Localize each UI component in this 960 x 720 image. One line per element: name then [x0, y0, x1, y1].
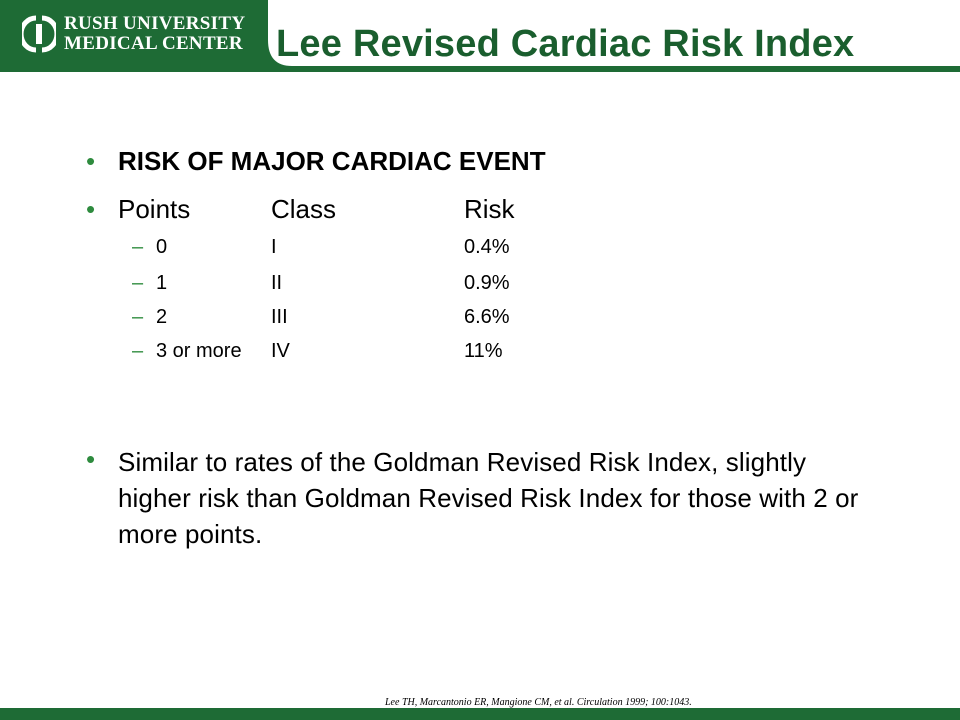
dash-icon: – [132, 272, 144, 294]
logo-line-2: MEDICAL CENTER [64, 33, 243, 54]
row-class: III [271, 306, 288, 328]
row-points: 2 [156, 306, 168, 328]
row-risk: 6.6% [464, 306, 510, 328]
row-class: IV [271, 340, 290, 362]
row-risk: 11% [464, 340, 503, 362]
logo-line-1: RUSH UNIVERSITY [64, 13, 246, 34]
risk-heading: RISK OF MAJOR CARDIAC EVENT [118, 146, 546, 176]
row-points: 1 [156, 272, 168, 294]
column-header-risk: Risk [464, 194, 515, 224]
bullet-icon: • [86, 444, 96, 474]
title-underline [268, 66, 960, 72]
header-curve [0, 0, 300, 72]
slide-title: Lee Revised Cardiac Risk Index [276, 23, 855, 65]
footer-bar [0, 708, 960, 720]
comparison-note: Similar to rates of the Goldman Revised Risk Index, slightly higher risk than Goldman Revised Risk Index for those with 2 or more points. [118, 447, 859, 549]
row-class: II [271, 272, 283, 294]
dash-icon: – [132, 306, 144, 328]
row-points: 0 [156, 236, 168, 258]
bullet-icon: • [86, 194, 96, 224]
row-risk: 0.4% [464, 236, 510, 258]
citation: Lee TH, Marcantonio ER, Mangione CM, et al. Circulation 1999; 100:1043. [385, 697, 692, 708]
dash-icon: – [132, 340, 144, 362]
row-points: 3 or more [156, 340, 242, 362]
dash-icon: – [132, 236, 144, 258]
row-risk: 0.9% [464, 272, 510, 294]
column-header-class: Class [271, 194, 337, 224]
bullet-icon: • [86, 146, 96, 176]
row-class: I [271, 236, 277, 258]
column-header-points: Points [118, 194, 191, 224]
